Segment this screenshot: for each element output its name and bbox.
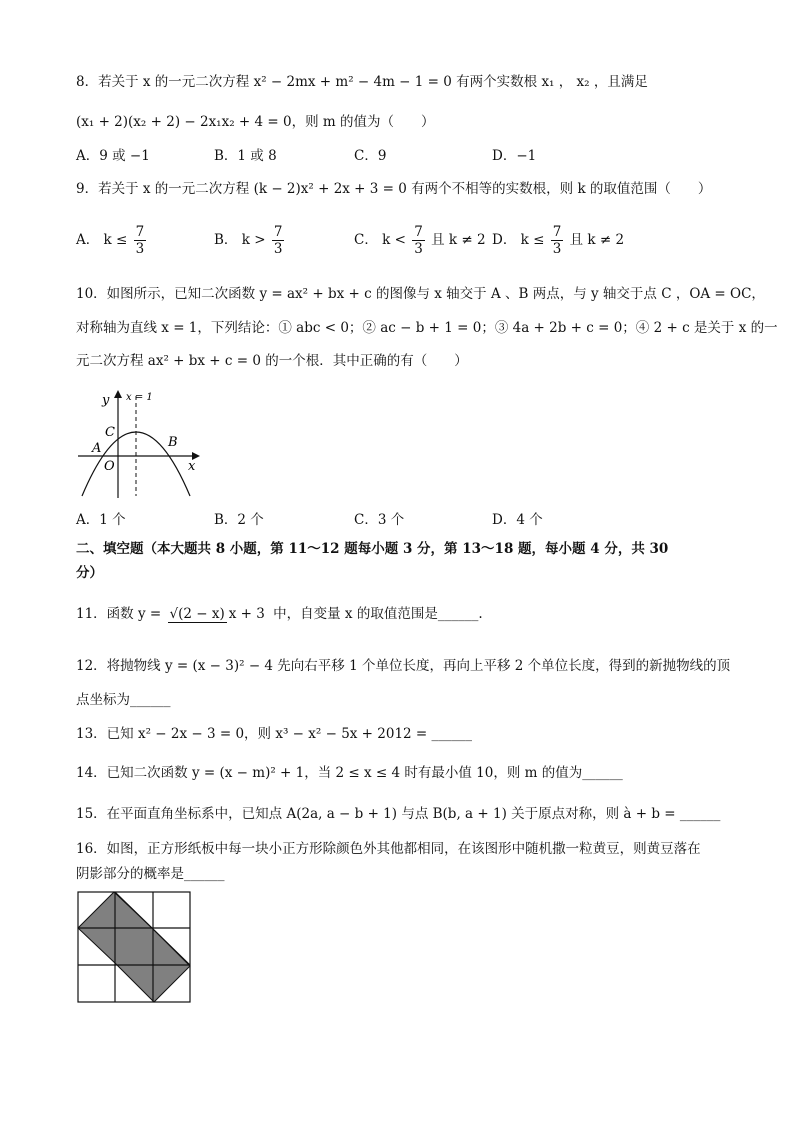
fraction: [134, 224, 147, 257]
q8-option-d: D．−1: [492, 148, 537, 164]
q11-line: [76, 604, 483, 624]
denominator: x + 3: [228, 606, 265, 622]
figure-point-b: B: [168, 435, 178, 450]
denominator: 3: [273, 241, 283, 257]
figure-y-label: y: [102, 393, 110, 408]
option-relation: k <: [382, 232, 406, 248]
section2-heading-line1: 二、填空题（本大题共 8 小题，第 11～12 题每小题 3 分，第 13～18 题，每小题 4 分，共 30: [76, 541, 669, 557]
fraction: [272, 224, 285, 257]
q12-line2: 点坐标为______: [76, 692, 171, 708]
denominator: 3: [414, 241, 423, 257]
q11-prefix: 11．函数 y =: [76, 606, 162, 622]
q14-line1: 14．已知二次函数 y = (x − m)² + 1，当 2 ≤ x ≤ 4 时有最小值 10，则 m 的值为______: [76, 765, 623, 781]
q16-line1: 16．如图，正方形纸板中每一块小正方形除颜色外其他都相同，在该图形中随机撒一粒黄豆，则黄豆落在: [76, 841, 701, 857]
q13-line1: 13．已知 x² − 2x − 3 = 0，则 x³ − x² − 5x + 2012 = ______: [76, 726, 473, 742]
q10-option-b: B．2 个: [214, 512, 264, 528]
option-relation: k >: [241, 232, 266, 248]
q8-line2: (x₁ + 2)(x₂ + 2) − 2x₁x₂ + 4 = 0，则 m 的值为（ ）: [76, 114, 435, 130]
q9-line1: 9．若关于 x 的一元二次方程 (k − 2)x² + 2x + 3 = 0 有两个不相等的实数根，则 k 的取值范围（ ）: [76, 181, 712, 197]
option-prefix: A．: [76, 232, 100, 248]
option-prefix: C．: [354, 232, 378, 248]
grid-figure: [76, 890, 192, 1004]
q12-line1: 12．将抛物线 y = (x − 3)² − 4 先向右平移 1 个单位长度，再向上平移 2 个单位长度，得到的新抛物线的顶: [76, 658, 731, 674]
fraction: [412, 224, 425, 257]
q16-line2: 阴影部分的概率是______: [76, 866, 225, 882]
numerator: √(2 − x): [169, 606, 225, 622]
q9-option-c: [354, 224, 486, 257]
shaded-region: [78, 892, 190, 1002]
denominator: 3: [135, 241, 145, 257]
figure-point-c: C: [105, 425, 115, 440]
q8-option-b: B．1 或 8: [214, 148, 277, 164]
y-axis-arrow: [114, 390, 122, 398]
q10-line2: 对称轴为直线 x = 1，下列结论：① abc < 0；② ac − b + 1 = 0；③ 4a + 2b + c = 0；④ 2 + c 是关于 x 的一: [76, 320, 778, 336]
option-relation: k ≤: [520, 232, 545, 248]
q8-line1: 8．若关于 x 的一元二次方程 x² − 2mx + m² − 4m − 1 = 0 有两个实数根 x₁ ， x₂ ，且满足: [76, 74, 648, 90]
q15-line1: 15．在平面直角坐标系中，已知点 A(2a, a − b + 1) 与点 B(b, a + 1) 关于原点对称，则 à + b = ______: [76, 806, 721, 822]
figure-x-label: x: [188, 459, 196, 474]
figure-axis-label: x = 1: [126, 392, 153, 403]
q8-option-c: C．9: [354, 148, 387, 164]
figure-point-o: O: [104, 459, 115, 474]
option-prefix: B．: [214, 232, 238, 248]
q10-option-d: D．4 个: [492, 512, 543, 528]
parabola-figure: [74, 388, 204, 500]
q10-line3: 元二次方程 ax² + bx + c = 0 的一个根．其中正确的有（ ）: [76, 353, 468, 369]
figure-point-a: A: [92, 441, 102, 456]
numerator: 7: [273, 224, 283, 240]
option-prefix: D．: [492, 232, 517, 248]
q10-option-c: C．3 个: [354, 512, 405, 528]
option-suffix: 且 k ≠ 2: [431, 232, 486, 248]
fraction: [168, 606, 267, 623]
q9-option-d: [492, 224, 624, 257]
q9-option-a: [76, 224, 148, 257]
q9-option-b: [214, 224, 286, 257]
denominator: 3: [552, 241, 562, 257]
numerator: 7: [135, 224, 145, 240]
section2-heading-line2: 分）: [76, 565, 103, 581]
fraction: [551, 224, 564, 257]
q8-option-a: A．9 或 −1: [76, 148, 150, 164]
option-suffix: 且 k ≠ 2: [569, 232, 625, 248]
numerator: 7: [414, 224, 423, 240]
q10-option-a: A．1 个: [76, 512, 126, 528]
q11-suffix: 中，自变量 x 的取值范围是______.: [273, 606, 483, 622]
option-relation: k ≤: [103, 232, 128, 248]
q10-line1: 10．如图所示，已知二次函数 y = ax² + bx + c 的图像与 x 轴交于 A 、B 两点，与 y 轴交于点 C ，OA = OC，: [76, 286, 765, 302]
numerator: 7: [552, 224, 562, 240]
